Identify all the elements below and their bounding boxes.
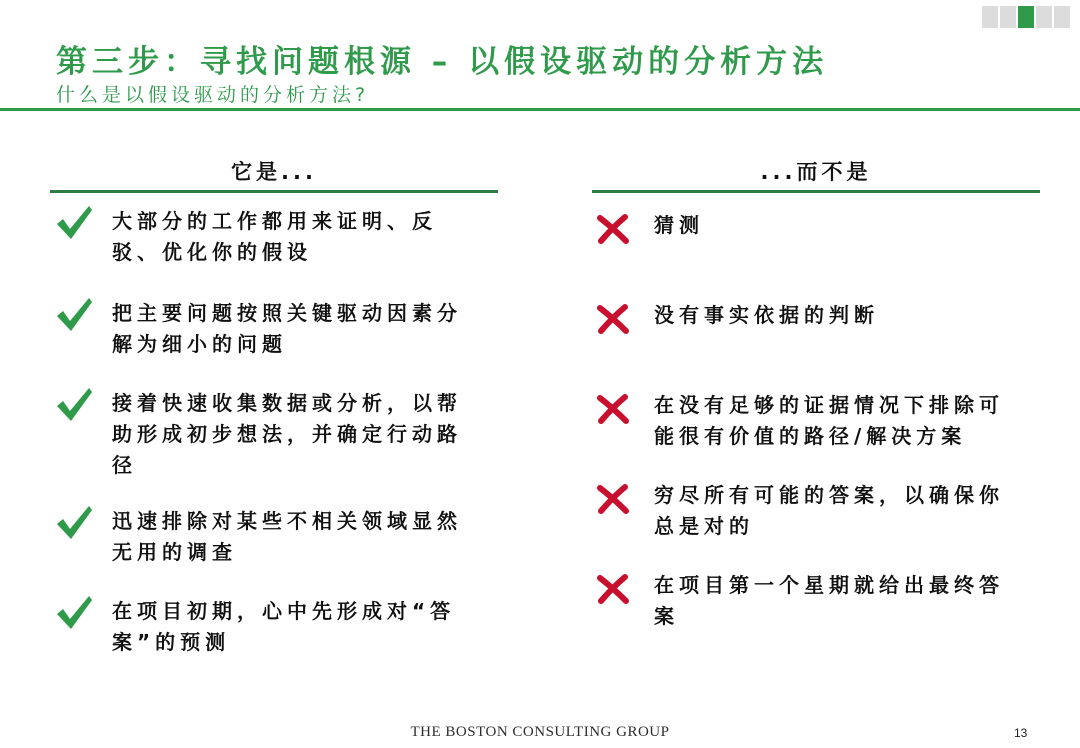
- check-icon: [54, 202, 94, 242]
- right-item-text: 没有事实依据的判断: [654, 303, 879, 327]
- right-column-divider: [592, 190, 1040, 193]
- check-icon: [54, 502, 94, 542]
- check-icon: [54, 592, 94, 632]
- right-column-heading: ...而不是: [760, 160, 872, 184]
- progress-segment: [982, 6, 998, 28]
- right-item-text: 在没有足够的证据情况下排除可能很有价值的路径/解决方案: [654, 393, 1004, 448]
- left-item-text: 把主要问题按照关键驱动因素分解为细小的问题: [112, 301, 462, 356]
- left-item-text: 接着快速收集数据或分析，以帮助形成初步想法，并确定行动路径: [112, 391, 462, 477]
- page-number: 13: [1014, 726, 1028, 740]
- left-item-text: 在项目初期，心中先形成对“答案”的预测: [112, 599, 456, 654]
- cross-icon: [596, 304, 636, 344]
- progress-segment-active: [1018, 6, 1034, 28]
- footer-company-name: THE BOSTON CONSULTING GROUP: [410, 724, 670, 740]
- slide-subtitle: 什么是以假设驱动的分析方法?: [56, 84, 370, 106]
- left-list-item: [54, 592, 482, 658]
- right-item-text: 穷尽所有可能的答案，以确保你总是对的: [654, 483, 1004, 538]
- check-icon: [54, 384, 94, 424]
- right-item-text: 在项目第一个星期就给出最终答案: [654, 573, 1004, 628]
- title-divider: [0, 108, 1080, 111]
- check-icon: [54, 294, 94, 334]
- right-list-item: [596, 296, 1024, 344]
- right-list-item: [596, 206, 1024, 254]
- right-list-item: [596, 566, 1024, 632]
- slide-title: 第三步：寻找问题根源 – 以假设驱动的分析方法: [56, 44, 829, 80]
- left-item-text: 大部分的工作都用来证明、反驳、优化你的假设: [112, 209, 437, 264]
- cross-icon: [596, 574, 636, 614]
- progress-segment: [1000, 6, 1016, 28]
- progress-segment: [1036, 6, 1052, 28]
- left-column-heading: 它是...: [231, 160, 317, 184]
- slide-progress-indicator: [982, 6, 1070, 28]
- cross-icon: [596, 484, 636, 524]
- left-list-item: [54, 502, 482, 568]
- left-column-divider: [50, 190, 498, 193]
- progress-segment: [1054, 6, 1070, 28]
- left-list-item: [54, 384, 482, 481]
- right-list-item: [596, 386, 1024, 452]
- right-item-text: 猜测: [654, 213, 704, 237]
- cross-icon: [596, 214, 636, 254]
- right-list-item: [596, 476, 1024, 542]
- cross-icon: [596, 394, 636, 434]
- left-item-text: 迅速排除对某些不相关领域显然无用的调查: [112, 509, 462, 564]
- left-list-item: [54, 294, 482, 360]
- left-list-item: [54, 202, 482, 268]
